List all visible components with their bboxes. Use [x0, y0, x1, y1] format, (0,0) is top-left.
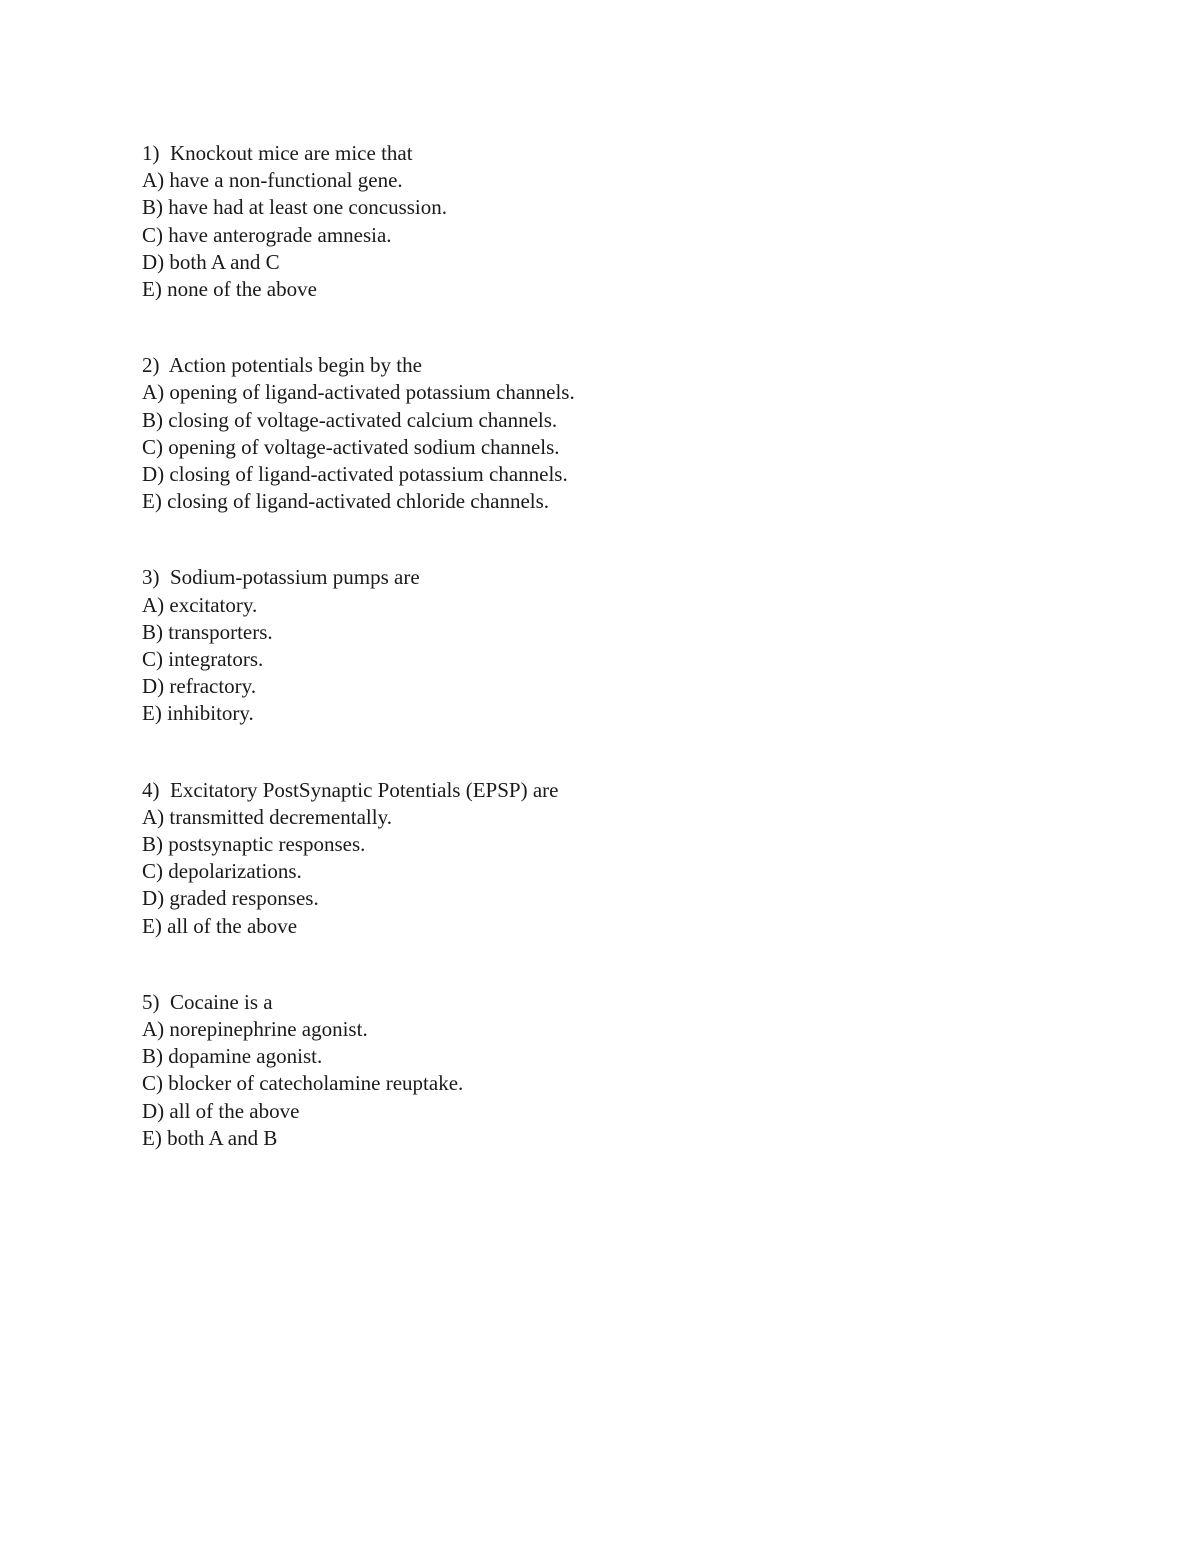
- answer-option-a: A) transmitted decrementally.: [142, 804, 392, 829]
- answer-option-b: B) dopamine agonist.: [142, 1044, 323, 1069]
- question-5: [142, 989, 1042, 1152]
- question-1: [142, 140, 1042, 303]
- answer-option-b: B) closing of voltage-activated calcium channels.: [142, 407, 558, 432]
- answer-option-a: A) norepinephrine agonist.: [142, 1017, 368, 1042]
- answer-option-b: B) transporters.: [142, 619, 273, 644]
- answer-option-c: C) integrators.: [142, 647, 264, 672]
- answer-option-a: A) have a non-functional gene.: [142, 168, 403, 193]
- answer-option-a: A) opening of ligand-activated potassium channels.: [142, 380, 575, 405]
- question-stem: 1) Knockout mice are mice that: [142, 141, 413, 165]
- answer-option-b: B) postsynaptic responses.: [142, 832, 366, 857]
- answer-option-e: E) inhibitory.: [142, 701, 254, 726]
- question-3: [142, 564, 1042, 727]
- answer-option-c: C) opening of voltage-activated sodium channels.: [142, 434, 560, 459]
- answer-option-b: B) have had at least one concussion.: [142, 195, 447, 220]
- answer-option-e: E) both A and B: [142, 1125, 278, 1150]
- question-stem: 3) Sodium-potassium pumps are: [142, 565, 420, 590]
- answer-option-d: D) refractory.: [142, 674, 257, 699]
- question-stem: 4) Excitatory PostSynaptic Potentials (EPSP) are: [142, 777, 559, 802]
- answer-option-d: D) all of the above: [142, 1098, 300, 1123]
- answer-option-d: D) closing of ligand-activated potassium channels.: [142, 462, 568, 487]
- answer-option-e: E) none of the above: [142, 277, 317, 302]
- answer-option-e: E) all of the above: [142, 913, 298, 938]
- answer-option-e: E) closing of ligand-activated chloride channels.: [142, 489, 550, 514]
- answer-option-d: D) graded responses.: [142, 886, 319, 911]
- answer-option-c: C) have anterograde amnesia.: [142, 222, 392, 247]
- question-4: [142, 777, 1042, 940]
- answer-option-c: C) blocker of catecholamine reuptake.: [142, 1071, 464, 1096]
- answer-option-a: A) excitatory.: [142, 592, 258, 617]
- answer-option-d: D) both A and C: [142, 249, 280, 274]
- answer-option-c: C) depolarizations.: [142, 859, 302, 884]
- question-stem: 2) Action potentials begin by the: [142, 353, 422, 378]
- question-stem: 5) Cocaine is a: [142, 989, 273, 1014]
- question-list: [142, 140, 1042, 1152]
- question-2: [142, 352, 1042, 515]
